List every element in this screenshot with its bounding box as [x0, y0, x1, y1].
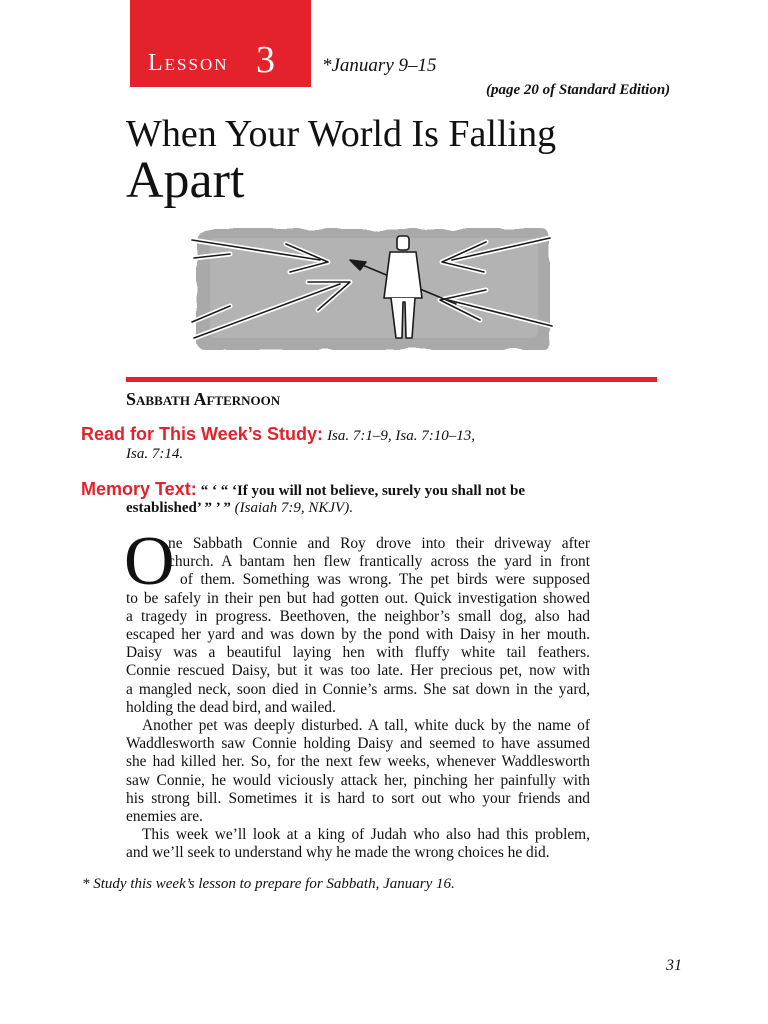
body-line: enemies are.	[126, 808, 203, 825]
body-line: Daisy was a beautiful laying hen with fluffy white tail feathers.	[126, 644, 590, 662]
memory-reference: (Isaiah 7:9, NKJV).	[234, 500, 353, 516]
reading-assignment	[81, 425, 601, 446]
drop-cap: O	[124, 523, 175, 600]
body-line: his strong bill. Sometimes it is hard to sort out who your friends and	[126, 789, 590, 807]
body-line: holding the dead bird, and wailed.	[126, 698, 336, 716]
body-line: This week we’ll look at a king of Judah who also had this problem,	[142, 826, 590, 844]
section-divider	[126, 377, 657, 382]
memory-label: Memory Text:	[81, 479, 197, 499]
reading-refs-continued: Isa. 7:14.	[126, 446, 184, 462]
body-line: escaped her yard and was down by the pond with Daisy in her mouth.	[126, 626, 590, 643]
memory-verse-line2: established’ ” ’ ”	[126, 500, 231, 516]
body-line: and we’ll seek to understand why he made the wrong choices he did.	[126, 844, 550, 862]
section-heading: Sabbath Afternoon	[126, 389, 281, 409]
body-line: Another pet was deeply disturbed. A tall, white duck by the name of	[142, 717, 590, 734]
body-line: Connie rescued Daisy, but it was too late. Her precious pet, now with	[126, 662, 590, 680]
lesson-label: Lesson	[148, 50, 229, 76]
memory-verse-continued	[126, 499, 353, 518]
lesson-number: 3	[256, 39, 275, 81]
body-line: she had killed her. So, for the next few weeks, whenever Waddlesworth	[126, 753, 590, 771]
reading-refs: Isa. 7:1–9, Isa. 7:10–13,	[327, 428, 475, 444]
body-line: Waddlesworth saw Connie holding Daisy and seemed to have assumed	[126, 735, 590, 753]
memory-text	[81, 480, 601, 501]
body-line: saw Connie, he would viciously attack her, pinching her painfully with	[126, 771, 590, 789]
lesson-date: *January 9–15	[322, 55, 437, 76]
lesson-banner	[130, 0, 311, 87]
body-line: a tragedy in progress. Beethoven, the neighbor’s small dog, also had	[126, 607, 590, 625]
page-number: 31	[666, 957, 682, 974]
reading-label: Read for This Week’s Study:	[81, 424, 324, 444]
body-line: church. A bantam hen flew frantically across the yard in front	[168, 553, 590, 571]
page-title-line2: Apart	[126, 152, 245, 209]
body-line: to be safely in their pen but had gotten out. Quick investigation showed	[126, 589, 590, 607]
memory-verse-line1: “ ‘ “ ‘If you will not believe, surely you shall not be	[200, 483, 526, 499]
footnote: * Study this week’s lesson to prepare for Sabbath, January 16.	[82, 876, 455, 892]
body-line: of them. Something was wrong. The pet birds were supposed	[180, 571, 590, 589]
page-title-line1: When Your World Is Falling	[126, 113, 557, 155]
soldier-arrows-illustration	[190, 220, 558, 360]
body-line: ne Sabbath Connie and Roy drove into their driveway after	[168, 535, 590, 552]
edition-note: (page 20 of Standard Edition)	[486, 82, 671, 98]
body-line: a mangled neck, soon died in Connie’s arms. She sat down in the yard,	[126, 680, 590, 698]
